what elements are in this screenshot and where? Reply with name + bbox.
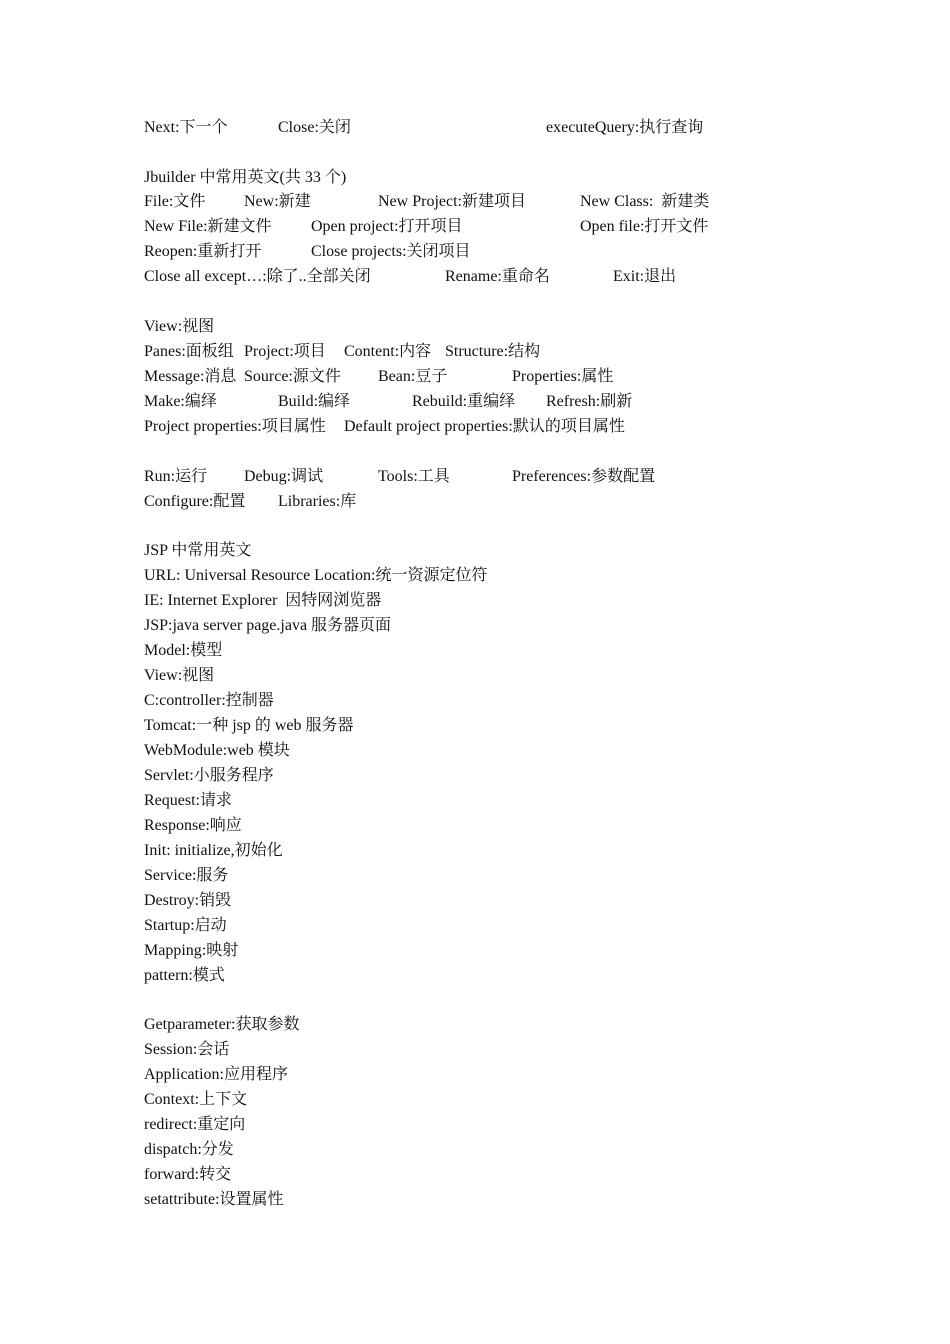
term: Configure:配置 [144,493,246,510]
term: Source:源文件 [244,368,341,385]
jsp-term: setattribute:设置属性 [144,1191,284,1208]
jbuilder-view-row [144,392,633,412]
jsp-term: Startup:启动 [144,917,227,934]
term: Bean:豆子 [378,368,448,385]
jbuilder-view-row [144,342,541,362]
jsp-term: pattern:模式 [144,967,225,984]
jbuilder-run-row [144,467,656,487]
view-heading: View:视图 [144,318,215,335]
term: Build:编绎 [278,393,351,410]
jsp-term: JSP:java server page.java 服务器页面 [144,617,392,634]
jsp-term: dispatch:分发 [144,1141,234,1158]
jsp-term: Application:应用程序 [144,1066,288,1083]
term: Message:消息 [144,368,237,385]
jbuilder-view-row [144,417,625,437]
term: Project properties:项目属性 [144,418,326,435]
term: Close all except…:除了..全部关闭 [144,268,371,285]
term: Refresh:刷新 [546,393,633,410]
jsp-term: Tomcat:一种 jsp 的 web 服务器 [144,717,354,734]
jsp-term: URL: Universal Resource Location:统一资源定位符 [144,567,488,584]
term: Debug:调试 [244,468,324,485]
jsp-term: Response:响应 [144,817,242,834]
jsp-term: Servlet:小服务程序 [144,767,274,784]
term: Open project:打开项目 [311,218,463,235]
term: New Class: 新建类 [580,193,710,210]
term: Reopen:重新打开 [144,243,262,260]
jbuilder-file-row [144,267,677,287]
term-next: Next:下一个 [144,119,228,136]
term: Content:内容 [344,343,432,360]
jsp-term: View:视图 [144,667,215,684]
term: Structure:结构 [445,343,541,360]
term: Make:编绎 [144,393,217,410]
jbuilder-file-row [144,192,710,212]
jsp-term: Mapping:映射 [144,942,239,959]
section-heading-jsp: JSP 中常用英文 [144,542,252,559]
term-close: Close:关闭 [278,119,351,136]
term: Tools:工具 [378,468,450,485]
term: Default project properties:默认的项目属性 [344,418,625,435]
jsp-term: WebModule:web 模块 [144,742,290,759]
term: Close projects:关闭项目 [311,243,471,260]
term: Open file:打开文件 [580,218,709,235]
jsp-term: Destroy:销毁 [144,892,232,909]
term: Rebuild:重编绎 [412,393,516,410]
term: Exit:退出 [613,268,677,285]
jbuilder-view-row [144,367,614,387]
jsp-term: Request:请求 [144,792,232,809]
jbuilder-run-row [144,492,357,512]
jsp-term: Session:会话 [144,1041,230,1058]
jsp-term: C:controller:控制器 [144,692,274,709]
term: New:新建 [244,193,311,210]
term-executequery: executeQuery:执行查询 [546,119,704,136]
term: New File:新建文件 [144,218,272,235]
term: Properties:属性 [512,368,614,385]
term: New Project:新建项目 [378,193,526,210]
term: Preferences:参数配置 [512,468,656,485]
term: File:文件 [144,193,206,210]
jsp-term: Context:上下文 [144,1091,248,1108]
term: Panes:面板组 [144,343,234,360]
jsp-term: IE: Internet Explorer 因特网浏览器 [144,592,382,609]
term: Project:项目 [244,343,326,360]
jsp-term: Getparameter:获取参数 [144,1016,300,1033]
top-line [144,118,704,138]
jsp-term: Init: initialize,初始化 [144,842,283,859]
jbuilder-file-row [144,242,471,262]
jsp-term: forward:转交 [144,1166,232,1183]
term: Rename:重命名 [445,268,550,285]
jbuilder-file-row [144,217,709,237]
jsp-term: Service:服务 [144,867,229,884]
term: Run:运行 [144,468,208,485]
jsp-term: redirect:重定向 [144,1116,246,1133]
term: Libraries:库 [278,493,357,510]
jsp-term: Model:模型 [144,642,223,659]
section-heading-jbuilder: Jbuilder 中常用英文(共 33 个) [144,169,347,186]
